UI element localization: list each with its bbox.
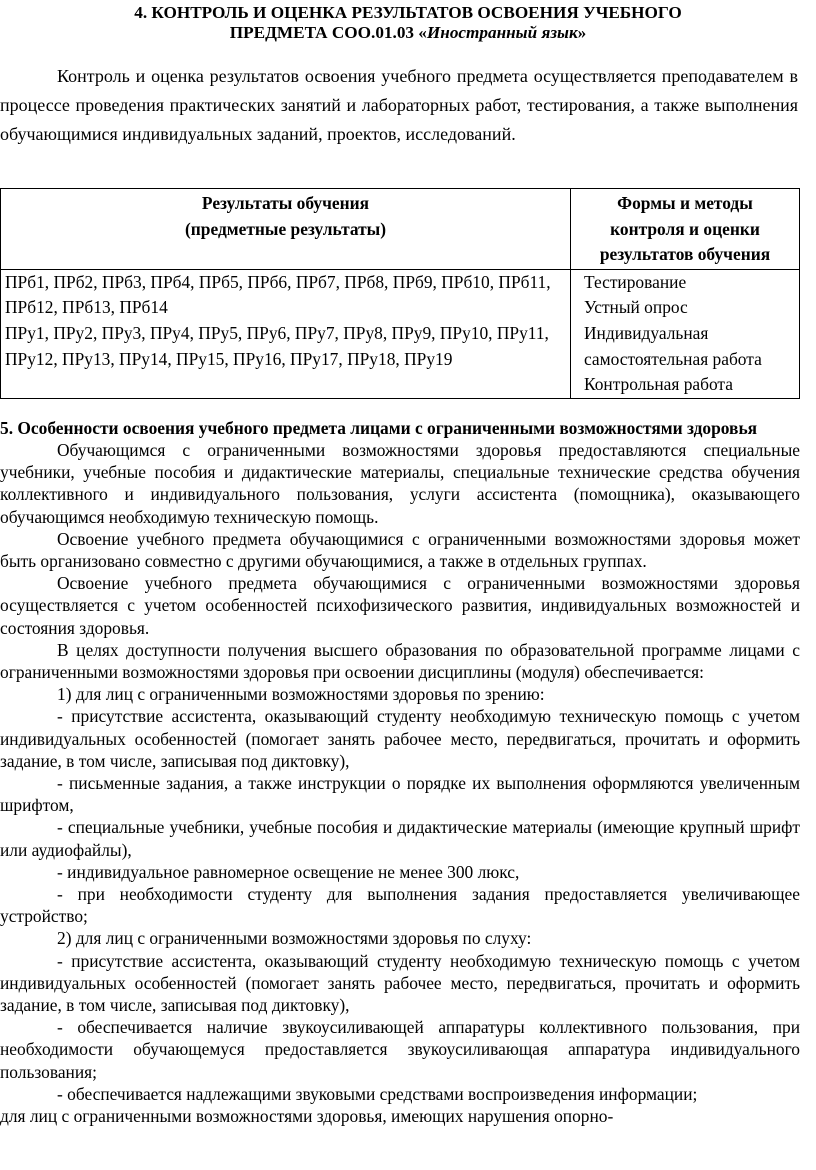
header-methods-line3: результатов обучения [599, 244, 771, 265]
method-item: самостоятельная работа [584, 348, 762, 369]
header-results-line1: Результаты обучения [201, 193, 370, 213]
list-item: - присутствие ассистента, оказывающий студенту необходимую техническую помощь с учетом индивидуальных особенностей (помогает занять рабочее место, передвигаться, прочитать и оформить задание, в том числе, записывая под диктовку), [0, 950, 800, 1016]
results-basic: ПРб1, ПРб2, ПРб3, ПРб4, ПРб5, ПРб6, ПРб7, ПРб8, ПРб9, ПРб10, ПРб11, ПРб12, ПРб13, ПРб14 [5, 271, 551, 318]
header-methods-line2: контроля и оценки [610, 218, 760, 239]
section-4-heading-line1: 4. КОНТРОЛЬ И ОЦЕНКА РЕЗУЛЬТАТОВ ОСВОЕНИЯ УЧЕБНОГО [134, 3, 682, 22]
intro-paragraph [0, 62, 798, 149]
section-5-heading: 5. Особенности освоения учебного предмета лицами с ограниченными возможностями здоровья [0, 418, 758, 438]
method-item: Контрольная работа [584, 374, 733, 395]
paragraph: Освоение учебного предмета обучающимися с ограниченными возможностями здоровья осуществляется с учетом особенностей психофизического развития, индивидуальных возможностей и состояния здоровья. [0, 573, 800, 638]
list-item: - специальные учебники, учебные пособия и дидактические материалы (имеющие крупный шрифт или аудиофайлы), [0, 817, 800, 860]
section-5 [0, 417, 800, 1127]
heading-line2-suffix: » [577, 23, 587, 42]
header-results [1, 189, 571, 270]
header-results-line2: (предметные результаты) [184, 218, 387, 239]
results-advanced: ПРу1, ПРу2, ПРу3, ПРу4, ПРу5, ПРу6, ПРу7, ПРу8, ПРу9, ПРу10, ПРу11, ПРу12, ПРу13, ПРу14, ПРу15, ПРу16, ПРу17, ПРу18, ПРу19 [5, 322, 549, 369]
paragraph-continued: для лиц с ограниченными возможностями здоровья, имеющих нарушения опорно- [0, 1106, 614, 1127]
methods-cell [571, 269, 800, 398]
list-heading-hearing: 2) для лиц с ограниченными возможностями здоровья по слуху: [57, 928, 532, 949]
method-item: Индивидуальная [584, 322, 709, 343]
table-row [1, 269, 800, 398]
list-item: - присутствие ассистента, оказывающий студенту необходимую техническую помощь с учетом индивидуальных особенностей (помогает занять рабочее место, передвигаться, прочитать и оформить задание, в том числе, записывая под диктовку), [0, 706, 800, 771]
control-table [0, 188, 800, 399]
list-item: - индивидуальное равномерное освещение не менее 300 люкс, [57, 861, 520, 882]
results-cell [1, 269, 571, 398]
header-methods-line1: Формы и методы [617, 193, 753, 213]
list-item: - при необходимости студенту для выполнения задания предоставляется увеличивающее устройство; [0, 884, 800, 927]
method-item: Тестирование [584, 271, 687, 292]
section-4-heading-line2 [0, 23, 816, 43]
paragraph: Обучающимся с ограниченными возможностями здоровья предоставляются специальные учебники, учебные пособия и дидактические материалы, специальные технические средства обучения коллективного и индивидуального пользования, услуги ассистента (помощника), оказывающего обучающимся необходимую техническую помощь. [0, 440, 800, 527]
list-item: - письменные задания, а также инструкции о порядке их выполнения оформляются увеличенным шрифтом, [0, 773, 800, 816]
heading-line2-prefix: ПРЕДМЕТА СОО.01.03 « [229, 23, 427, 42]
subject-name: Иностранный язык [426, 23, 578, 42]
list-item: - обеспечивается надлежащими звуковыми средствами воспроизведения информации; [57, 1083, 698, 1104]
table-header-row [1, 189, 800, 270]
list-heading-vision: 1) для лиц с ограниченными возможностями здоровья по зрению: [57, 684, 545, 705]
method-item: Устный опрос [584, 297, 688, 318]
list-item: - обеспечивается наличие звукоусиливающей аппаратуры коллективного пользования, при необходимости обучающемуся предоставляется звукоусиливающая аппаратура индивидуального пользования; [0, 1017, 800, 1082]
paragraph: В целях доступности получения высшего образования по образовательной программе лицами с ограниченными возможностями здоровья при освоении дисциплины (модуля) обеспечивается: [0, 639, 800, 683]
header-methods [571, 189, 800, 270]
paragraph: Освоение учебного предмета обучающимися с ограниченными возможностями здоровья может быть организовано совместно с другими обучающимися, а также в отдельных группах. [0, 528, 800, 572]
intro-text: Контроль и оценка результатов освоения учебного предмета осуществляется преподавателем в процессе проведения практических занятий и лабораторных работ, тестирования, а также выполнения обучающимися индивидуальных заданий, проектов, исследований. [0, 66, 798, 144]
